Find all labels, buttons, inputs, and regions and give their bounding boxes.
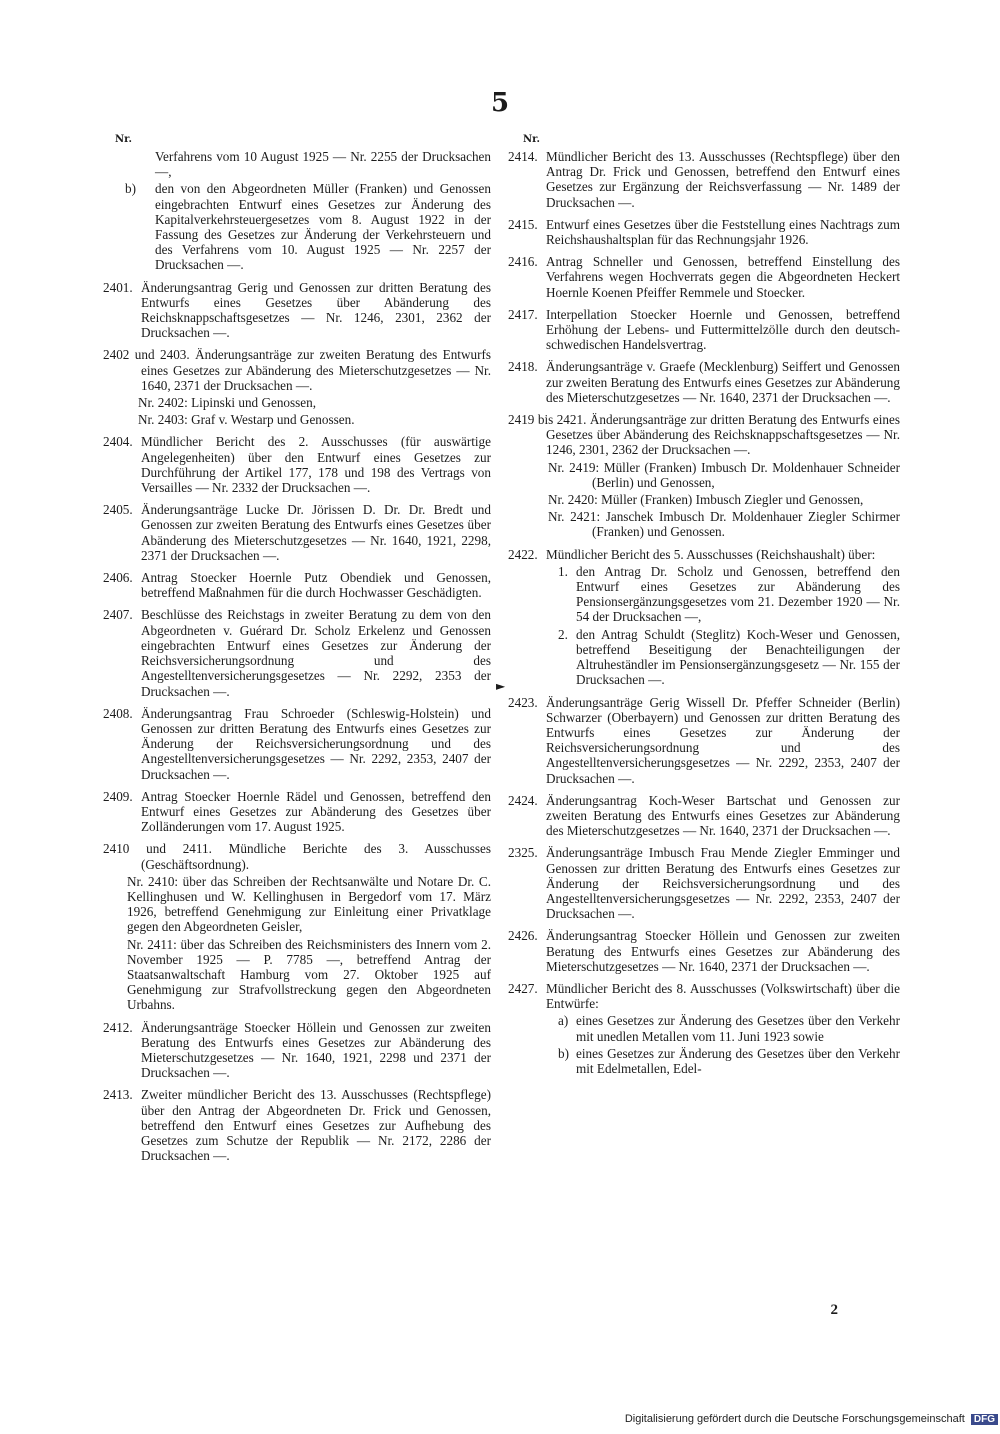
entry-2412 bbox=[103, 1020, 491, 1081]
entry-text: 2410 und 2411. Mündliche Berichte des 3. Ausschusses (Geschäftsordnung). bbox=[103, 841, 491, 872]
item-text: eines Gesetzes zur Änderung des Gesetzes über den Verkehr mit unedlen Metallen vom 11. Juni 1923 sowie bbox=[576, 1013, 900, 1044]
sub-entry: Nr. 2420: Müller (Franken) Imbusch Ziegler und Genossen, bbox=[548, 492, 864, 508]
entry-number: 2423. bbox=[508, 694, 538, 710]
entry-number: 2422. bbox=[508, 546, 538, 562]
entry-text: Zweiter mündlicher Bericht des 13. Ausschusses (Rechtspflege) über den Antrag der Abgeordneten Dr. Frick und Genossen, betreffend den Entwurf eines Gesetzes zur Aufhebung des Gesetzes zum Schutze der Republik — Nr. 2172, 2286 der Drucksachen —. bbox=[141, 1087, 491, 1164]
entry-text: Änderungsanträge v. Graefe (Mecklenburg) Seiffert und Genossen zur zweiten Beratung des Entwurfs eines Gesetzes zur Abänderung des Mieterschutzgesetzes — Nr. 1640, 2371 der Drucksachen —. bbox=[546, 359, 900, 405]
entry-text: Interpellation Stoecker Hoernle und Genossen, betreffend Erhöhung der Lebens- und Futtermittelzölle durch den deutsch-schwedischen Handelsvertrag. bbox=[546, 306, 900, 353]
entry-number: 2404. bbox=[103, 434, 133, 450]
right-column bbox=[508, 134, 900, 1083]
lettered-item bbox=[558, 1046, 900, 1076]
entry-number: 2412. bbox=[103, 1019, 133, 1035]
item-label: a) bbox=[558, 1013, 569, 1029]
entry-number: 2406. bbox=[103, 570, 133, 586]
entry-2405 bbox=[103, 502, 491, 563]
entry-text: 2402 und 2403. Änderungsanträge zur zweiten Beratung des Entwurfs eines Gesetzes zur Abänderung des Mieterschutzgesetzes — Nr. 1640, 2371 der Drucksachen —. bbox=[103, 347, 491, 393]
sub-text: den von den Abgeordneten Müller (Franken) und Genossen eingebrachten Entwurf eines Gesetzes zur Änderung des Kapitalverkehrsteuergesetzes vom 8. August 1922 in der Fassung des Gesetzes zur Änderung der Verkehrsteuern und des Verfahrens vom 10. August 1925 — Nr. 2257 der Drucksachen —. bbox=[155, 181, 491, 273]
continued-text: Verfahrens vom 10 August 1925 — Nr. 2255 der Drucksachen —, bbox=[155, 149, 491, 180]
entry-text: Änderungsanträge Imbusch Frau Mende Ziegler Emminger und Genossen zur dritten Beratung des Entwurfs eines Gesetzes zur Änderung der Reichsversicherungsordnung und des Angestelltenversicherungsgesetzes — Nr. 2292, 2353, 2407 der Drucksachen —. bbox=[546, 845, 900, 922]
entry-2414 bbox=[508, 149, 900, 210]
entry-text: Beschlüsse des Reichstags in zweiter Beratung zu dem von den Abgeordneten v. Guérard Dr. Scholz Erkelenz und Genossen eingebrachten Entwurf eines Gesetzes zur Änderung der Reichsversicherungsordnung und des Angestelltenversicherungsgesetzes — Nr. 2292, 2353 der Drucksachen —. bbox=[141, 607, 491, 699]
entry-2422 bbox=[508, 547, 900, 688]
entry-text: Antrag Stoecker Hoernle Rädel und Genossen, betreffend den Entwurf eines Gesetzes zur Abänderung des Gesetzes über Zolländerungen vom 17. August 1925. bbox=[141, 788, 491, 835]
item-text: eines Gesetzes zur Änderung des Gesetzes über den Verkehr mit Edelmetallen, Edel- bbox=[576, 1045, 900, 1076]
entry-body bbox=[546, 547, 900, 688]
sub-entry: Nr. 2421: Janschek Imbusch Dr. Moldenhauer Ziegler Schirmer (Franken) und Genossen. bbox=[548, 509, 900, 540]
entry-number: 2424. bbox=[508, 792, 538, 808]
entry-2425 bbox=[508, 845, 900, 921]
entry-2418 bbox=[508, 359, 900, 405]
entry-2407 bbox=[103, 607, 491, 698]
entry-2424 bbox=[508, 793, 900, 839]
left-column bbox=[103, 134, 491, 1170]
column-header: Nr. bbox=[523, 134, 540, 145]
sub-entry: Nr. 2402: Lipinski und Genossen, bbox=[138, 395, 317, 411]
entry-2409 bbox=[103, 789, 491, 835]
lettered-item bbox=[558, 1013, 900, 1043]
entry-2410-2411 bbox=[103, 841, 491, 1012]
entry-number: 2405. bbox=[103, 502, 133, 518]
page-number: 5 bbox=[490, 88, 510, 118]
item-label: 1. bbox=[558, 563, 568, 579]
entry-number: 2325. bbox=[508, 845, 538, 861]
numbered-item bbox=[558, 564, 900, 625]
sub-entry: Nr. 2410: über das Schreiben der Rechtsanwälte und Notare Dr. C. Kellinghusen und W. Kellinghusen in Bergedorf vom 17. März 1926, betreffend Genehmigung zur Einleitung einer Privatklage gegen den Abgeordneten Geisler, bbox=[127, 873, 491, 935]
sub-entry: Nr. 2403: Graf v. Westarp und Genossen. bbox=[138, 412, 355, 428]
margin-pointer-icon: ► bbox=[496, 679, 506, 693]
entry-text: Änderungsanträge Gerig Wissell Dr. Pfeffer Schneider (Berlin) Schwarzer (Oberbayern) und Genossen zur dritten Beratung des Entwurfs eines Gesetzes zur Änderung der Reichsversicherungsordnung und des Angestelltenversicherungsgesetzes — Nr. 2292, 2353, 2407 der Drucksachen —. bbox=[546, 694, 900, 786]
footer-text: Digitalisierung gefördert durch die Deutsche Forschungsgemeinschaft bbox=[624, 1413, 965, 1425]
entry-number: 2408. bbox=[103, 705, 133, 721]
sub-item-b bbox=[125, 181, 491, 272]
entry-number: 2418. bbox=[508, 359, 538, 375]
entry-number: 2409. bbox=[103, 788, 133, 804]
sub-entry: Nr. 2411: über das Schreiben des Reichsministers des Innern vom 2. November 1925 — P. 7785 —, betreffend Antrag der Staatsanwaltschaft Hamburg vom 27. Oktober 1925 auf Genehmigung zur Strafvollstreckung gegen den Abgeordneten Urbahns. bbox=[127, 936, 491, 1013]
entry-number: 2417. bbox=[508, 306, 538, 322]
digitization-footer bbox=[625, 1413, 998, 1425]
entry-number: 2426. bbox=[508, 928, 538, 944]
entry-2404 bbox=[103, 434, 491, 495]
item-label: 2. bbox=[558, 626, 568, 642]
entry-2427 bbox=[508, 981, 900, 1076]
numbered-item bbox=[558, 627, 900, 688]
entry-text: Mündlicher Bericht des 8. Ausschusses (Volkswirtschaft) über die Entwürfe: bbox=[546, 980, 900, 1012]
entry-number: 2427. bbox=[508, 980, 538, 996]
entry-number: 2413. bbox=[103, 1087, 133, 1103]
entry-text: Änderungsanträge Stoecker Höllein und Genossen zur zweiten Beratung des Entwurfs eines Gesetzes zur Abänderung des Mieterschutzgesetzes — Nr. 1640, 1921, 2298 und 2371 der Drucksachen —. bbox=[141, 1019, 491, 1081]
entry-2413 bbox=[103, 1087, 491, 1163]
entry-text: Änderungsanträge Lucke Dr. Jörissen D. Dr. Dr. Bredt und Genossen zur zweiten Beratung des Entwurfs eines Gesetzes über Abänderung des Mieterschutzgesetzes — Nr. 1640, 1921, 2298, 2371 der Drucksachen —. bbox=[141, 502, 491, 563]
item-label: b) bbox=[558, 1045, 569, 1061]
entry-number: 2407. bbox=[103, 607, 133, 623]
entry-2402-2403 bbox=[103, 347, 491, 427]
entry-2419-2421 bbox=[508, 412, 900, 540]
entry-number: 2416. bbox=[508, 254, 538, 270]
entry-number: 2401. bbox=[103, 279, 133, 295]
entry-text: Änderungsantrag Stoecker Höllein und Genossen zur zweiten Beratung des Entwurfs eines Gesetzes zur Abänderung des Mieterschutzgesetzes — Nr. 1640, 2371 der Drucksachen —. bbox=[546, 928, 900, 974]
entry-number: 2415. bbox=[508, 216, 538, 232]
entry-2408 bbox=[103, 706, 491, 782]
entry-2406 bbox=[103, 570, 491, 600]
entry-number: 2414. bbox=[508, 149, 538, 164]
entry-2417 bbox=[508, 307, 900, 353]
sheet-number: 2 bbox=[830, 1302, 838, 1318]
continued-entry bbox=[125, 149, 491, 273]
entry-2416 bbox=[508, 254, 900, 300]
dfg-logo: DFG bbox=[971, 1414, 998, 1425]
sub-entry: Nr. 2419: Müller (Franken) Imbusch Dr. Moldenhauer Schneider (Berlin) und Genossen, bbox=[548, 459, 900, 490]
entry-text: Entwurf eines Gesetzes über die Feststellung eines Nachtrags zum Reichshaushaltsplan für das Rechnungsjahr 1926. bbox=[546, 216, 900, 248]
entry-text: Änderungsantrag Gerig und Genossen zur dritten Beratung des Entwurfs eines Gesetzes über Abänderung des Reichsknappschaftsgesetzes — Nr. 1246, 2301, 2362 der Drucksachen —. bbox=[141, 279, 491, 341]
entry-text: Antrag Stoecker Hoernle Putz Obendiek und Genossen, betreffend Maßnahmen für die durch Hochwasser Geschädigten. bbox=[141, 570, 491, 601]
entry-2426 bbox=[508, 928, 900, 974]
sub-label: b) bbox=[125, 181, 136, 197]
item-text: den Antrag Dr. Scholz und Genossen, betreffend den Entwurf eines Gesetzes zur Abänderung des Pensionsergänzungsgesetzes vom 21. Dezember 1920 — Nr. 54 der Drucksachen —, bbox=[576, 563, 900, 625]
item-text: den Antrag Schuldt (Steglitz) Koch-Weser und Genossen, betreffend Beseitigung der Benachteiligungen der Altruheständler im Pensionsergänzungsgesetz — Nr. 155 der Drucksachen —. bbox=[576, 626, 900, 688]
entry-2415 bbox=[508, 217, 900, 247]
entry-text: Mündlicher Bericht des 5. Ausschusses (Reichshaushalt) über: bbox=[546, 546, 876, 562]
entry-text: 2419 bis 2421. Änderungsanträge zur dritten Beratung des Entwurfs eines Gesetzes über Abänderung des Reichsknappschaftsgesetzes — Nr. 1246, 2301, 2362 der Drucksachen —. bbox=[508, 412, 900, 458]
entry-2423 bbox=[508, 695, 900, 786]
column-header: Nr. bbox=[115, 134, 132, 145]
entry-2401 bbox=[103, 280, 491, 341]
entry-text: Antrag Schneller und Genossen, betreffend Einstellung des Verfahrens wegen Hochverrats gegen die Abgeordneten Heckert Hoernle Koenen Pfeiffer Remmele und Stoecker. bbox=[546, 254, 900, 300]
entry-text: Mündlicher Bericht des 2. Ausschusses (für auswärtige Angelegenheiten) über den Entwurf eines Gesetzes zur Durchführung der Artikel 177, 178 und 198 des Vertrags von Versailles — Nr. 2332 der Drucksachen —. bbox=[141, 434, 491, 496]
entry-text: Mündlicher Bericht des 13. Ausschusses (Rechtspflege) über den Antrag Dr. Frick und Genossen, betreffend den Entwurf eines Gesetzes zur Ergänzung der Reichsverfassung — Nr. 1489 der Drucksachen —. bbox=[546, 149, 900, 210]
entry-text: Änderungsantrag Koch-Weser Bartschat und Genossen zur zweiten Beratung des Entwurfs eines Gesetzes zur Abänderung des Mieterschutzgesetzes — Nr. 1640, 2371 der Drucksachen —. bbox=[546, 792, 900, 839]
entry-body bbox=[546, 981, 900, 1076]
entry-text: Änderungsantrag Frau Schroeder (Schleswig-Holstein) und Genossen zur dritten Beratung des Entwurfs eines Gesetzes zur Änderung der Reichsversicherungsordnung und des Angestelltenversicherungsgesetzes — Nr. 2292, 2353, 2407 der Drucksachen —. bbox=[141, 705, 491, 782]
